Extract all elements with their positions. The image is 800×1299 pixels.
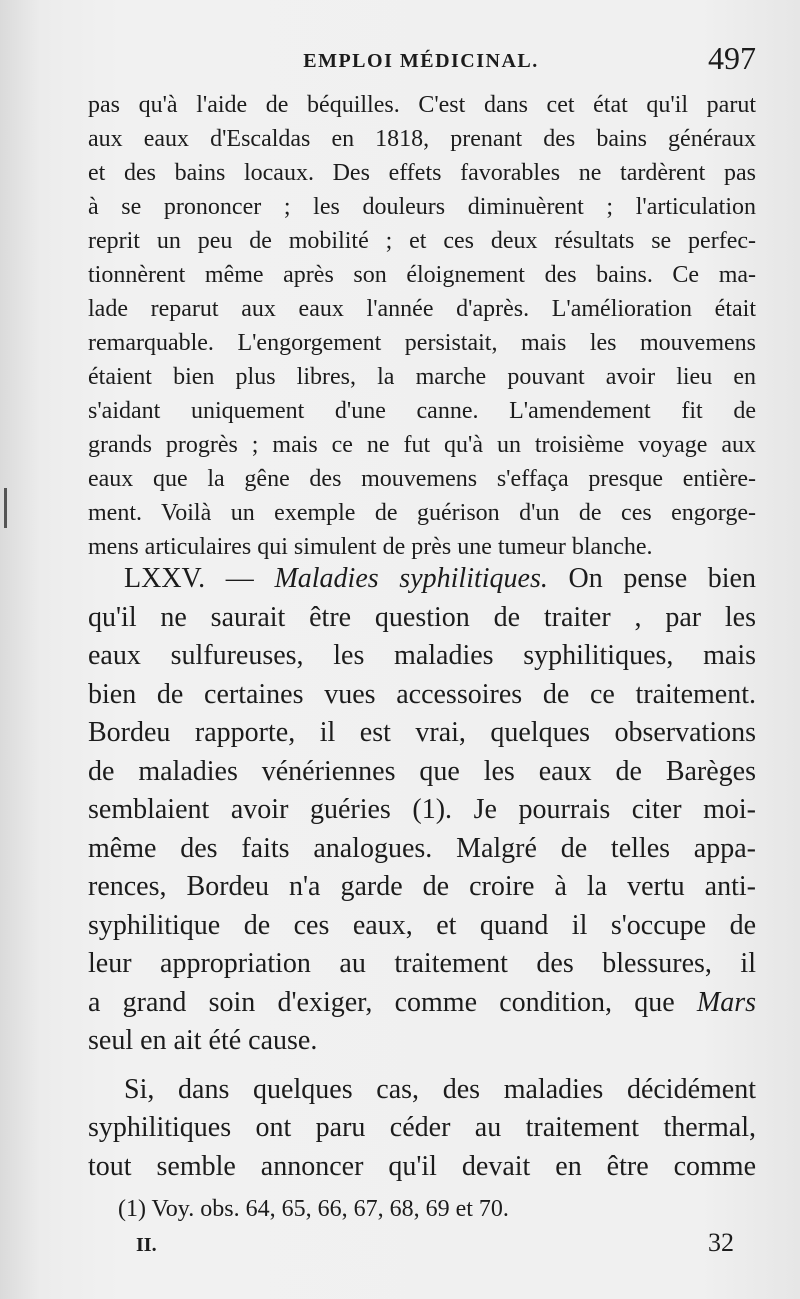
text-line-with-mars [88, 984, 756, 1023]
text-line: mens articulaires qui simulent de près une tumeur blanche. [88, 534, 653, 560]
page-number: 497 [708, 40, 756, 76]
text-line: remarquable. L'engorgement persistait, mais les mouvemens [88, 330, 756, 356]
text-line: syphilitiques ont paru céder au traitement thermal, [88, 1112, 756, 1143]
text-line: reprit un peu de mobilité ; et ces deux résultats se perfec- [88, 228, 756, 254]
text-line: à se prononcer ; les douleurs diminuèrent ; l'articulation [88, 194, 756, 220]
binding-mark [4, 488, 7, 528]
paragraph-two [88, 1071, 756, 1187]
text-line: ment. Voilà un exemple de guérison d'un de ces engorge- [88, 500, 756, 526]
text-line: grands progrès ; mais ce ne fut qu'à un troisième voyage aux [88, 432, 756, 458]
text-line: s'aidant uniquement d'une canne. L'amendement fit de [88, 398, 756, 424]
text-line: bien de certaines vues accessoires de ce traitement. [88, 678, 756, 710]
text-line: et des bains locaux. Des effets favorables ne tardèrent pas [88, 160, 756, 186]
text-line: syphilitique de ces eaux, et quand il s'occupe de [88, 909, 756, 941]
case-paragraph [88, 88, 756, 564]
text-line: qu'il ne saurait être question de traiter , par les [88, 601, 756, 633]
text-line: seul en ait été cause. [88, 1025, 318, 1056]
text-line: rences, Bordeu n'a garde de croire à la vertu anti- [88, 871, 756, 902]
page-footer [136, 1228, 734, 1264]
text-line: de maladies vénériennes que les eaux de Barèges [88, 755, 756, 787]
text-line: même des faits analogues. Malgré de telles appa- [88, 832, 756, 864]
text-line-start: a grand soin d'exiger, comme condition, que [88, 986, 697, 1018]
running-title: EMPLOI MÉDICINAL. [303, 50, 539, 72]
text-line: étaient bien plus libres, la marche pouvant avoir lieu en [88, 364, 756, 390]
text-line: lade reparut aux eaux l'année d'après. L'amélioration était [88, 296, 756, 322]
text-line: leur appropriation au traitement des blessures, il [88, 948, 756, 979]
text-line: tionnèrent même après son éloignement des bains. Ce ma- [88, 262, 756, 288]
volume-signature: II. [136, 1234, 157, 1256]
section-title: Maladies syphilitiques. [274, 563, 548, 594]
text-line: eaux que la gêne des mouvemens s'effaça presque entière- [88, 466, 756, 492]
section-heading-line [88, 560, 756, 599]
text-line: Si, dans quelques cas, des maladies décidément [124, 1073, 756, 1105]
text-line: aux eaux d'Escaldas en 1818, prenant des bains généraux [88, 126, 756, 152]
section-first-line-text: On pense bien [547, 563, 756, 594]
text-line: tout semble annoncer qu'il devait en être comme [88, 1150, 756, 1182]
page-header [86, 40, 756, 84]
gathering-signature: 32 [708, 1228, 734, 1257]
mars-word: Mars [696, 986, 756, 1018]
text-line: Bordeu rapporte, il est vrai, quelques observations [88, 717, 756, 748]
text-line: semblaient avoir guéries (1). Je pourrais citer moi- [88, 794, 756, 825]
text-line: pas qu'à l'aide de béquilles. C'est dans cet état qu'il parut [88, 92, 756, 118]
section-syphilitic-diseases [88, 560, 756, 1186]
text-line: eaux sulfureuses, les maladies syphilitiques, mais [88, 640, 756, 671]
footnote: (1) Voy. obs. 64, 65, 66, 67, 68, 69 et 70. [118, 1196, 509, 1222]
section-number: LXXV. — [124, 563, 275, 594]
